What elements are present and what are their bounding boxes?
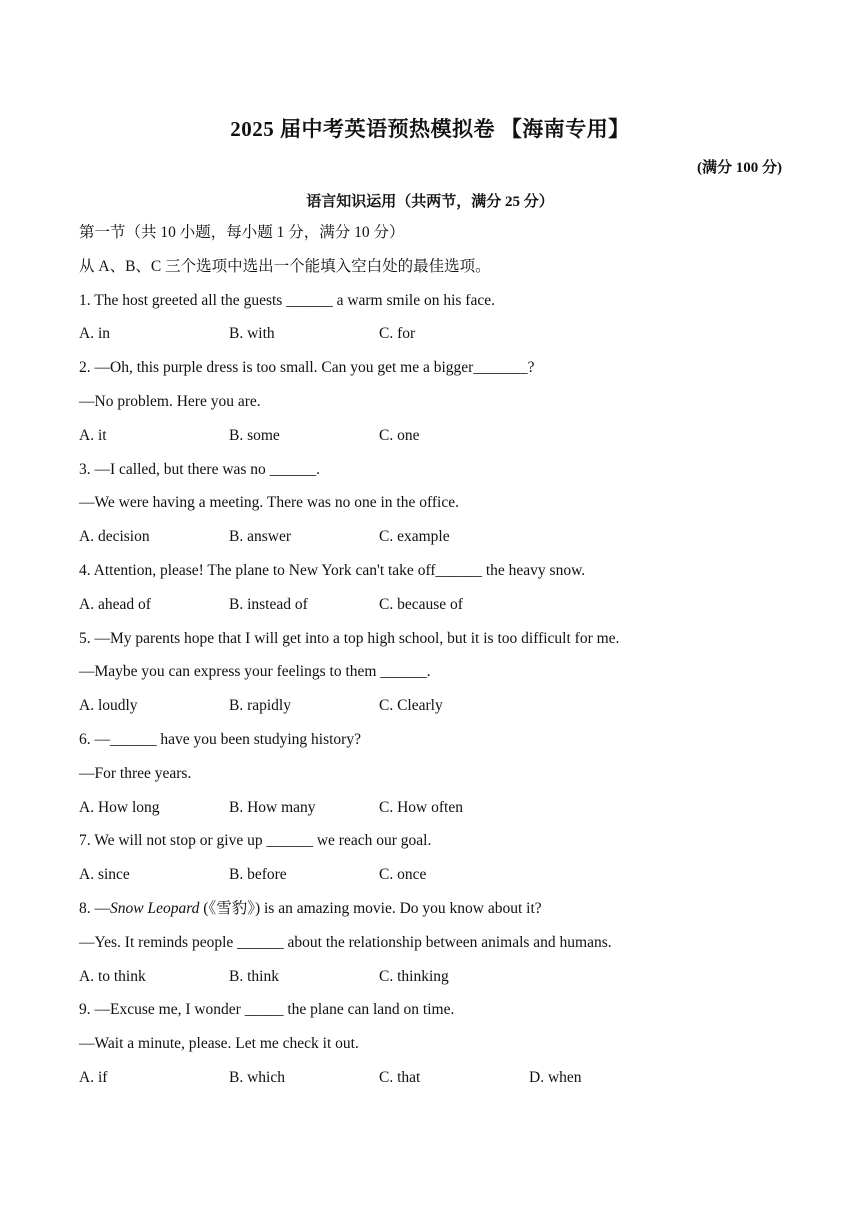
question-body: [79, 222, 799, 1101]
option-b: B. rapidly: [229, 697, 291, 715]
question-9: [79, 999, 799, 1100]
section-heading: 语言知识运用（共两节，满分 25 分）: [306, 194, 554, 210]
options-row: [79, 864, 799, 898]
options-row: [79, 966, 799, 1000]
option-a: A. decision: [79, 528, 150, 546]
question-line: —Maybe you can express your feelings to them ______.: [79, 663, 431, 681]
option-c: C. for: [379, 325, 416, 343]
question-8: [79, 898, 799, 999]
instruction: 从 A、B、C 三个选项中选出一个能填入空白处的最佳选项。: [79, 257, 491, 275]
total-score: (满分 100 分): [697, 160, 782, 176]
question-line: —Yes. It reminds people ______ about the relationship between animals and humans.: [79, 933, 612, 951]
question-line: —Wait a minute, please. Let me check it out.: [79, 1035, 359, 1053]
option-c: C. How often: [379, 798, 463, 816]
question-6: [79, 729, 799, 830]
option-b: B. think: [229, 967, 279, 985]
option-a: A. it: [79, 426, 107, 444]
option-c: C. Clearly: [379, 697, 443, 715]
question-line: 7. We will not stop or give up ______ we reach our goal.: [79, 832, 432, 850]
options-row: [79, 526, 799, 560]
option-b: B. some: [229, 426, 280, 444]
question-line: —We were having a meeting. There was no one in the office.: [79, 494, 459, 512]
options-row: [79, 323, 799, 357]
option-b: B. instead of: [229, 595, 308, 613]
options-row: [79, 695, 799, 729]
question-line: —No problem. Here you are.: [79, 392, 261, 410]
option-a: A. if: [79, 1068, 108, 1086]
question-3: [79, 459, 799, 560]
option-a: A. loudly: [79, 697, 138, 715]
options-row: [79, 1067, 799, 1101]
question-line: —For three years.: [79, 764, 192, 782]
question-1: [79, 290, 799, 358]
option-b: B. How many: [229, 798, 316, 816]
question-4: [79, 560, 799, 628]
question-line: 5. —My parents hope that I will get into a top high school, but it is too difficult for me.: [79, 629, 620, 647]
question-line: 4. Attention, please! The plane to New York can't take off______ the heavy snow.: [79, 561, 586, 579]
option-c: C. example: [379, 528, 450, 546]
option-c: C. thinking: [379, 967, 449, 985]
option-a: A. ahead of: [79, 595, 151, 613]
option-b: B. answer: [229, 528, 291, 546]
option-c: C. because of: [379, 595, 463, 613]
option-b: B. with: [229, 325, 275, 343]
option-a: A. to think: [79, 967, 146, 985]
question-5: [79, 628, 799, 729]
option-a: A. How long: [79, 798, 160, 816]
option-b: B. before: [229, 866, 287, 884]
question-line: 6. —______ have you been studying history?: [79, 730, 361, 748]
options-row: [79, 594, 799, 628]
option-b: B. which: [229, 1068, 285, 1086]
question-line: 2. —Oh, this purple dress is too small. Can you get me a bigger_______?: [79, 359, 535, 377]
question-line: 3. —I called, but there was no ______.: [79, 460, 321, 478]
option-d: D. when: [529, 1068, 582, 1086]
options-row: [79, 797, 799, 831]
options-row: [79, 425, 799, 459]
question-line: [79, 898, 799, 932]
question-2: [79, 357, 799, 458]
page-title: 2025 届中考英语预热模拟卷 【海南专用】: [230, 117, 630, 141]
question-prefix: 8. —: [79, 899, 110, 917]
question-7: [79, 830, 799, 898]
movie-title: Snow Leopard: [110, 899, 200, 917]
question-line: 9. —Excuse me, I wonder _____ the plane can land on time.: [79, 1001, 455, 1019]
option-a: A. in: [79, 325, 110, 343]
option-c: C. that: [379, 1068, 421, 1086]
option-c: C. one: [379, 426, 420, 444]
question-line: 1. The host greeted all the guests ______ a warm smile on his face.: [79, 291, 495, 309]
option-c: C. once: [379, 866, 427, 884]
part-title: 第一节（共 10 小题，每小题 1 分，满分 10 分）: [79, 224, 405, 241]
question-text: (《雪豹》) is an amazing movie. Do you know about it?: [199, 899, 542, 917]
option-a: A. since: [79, 866, 130, 884]
